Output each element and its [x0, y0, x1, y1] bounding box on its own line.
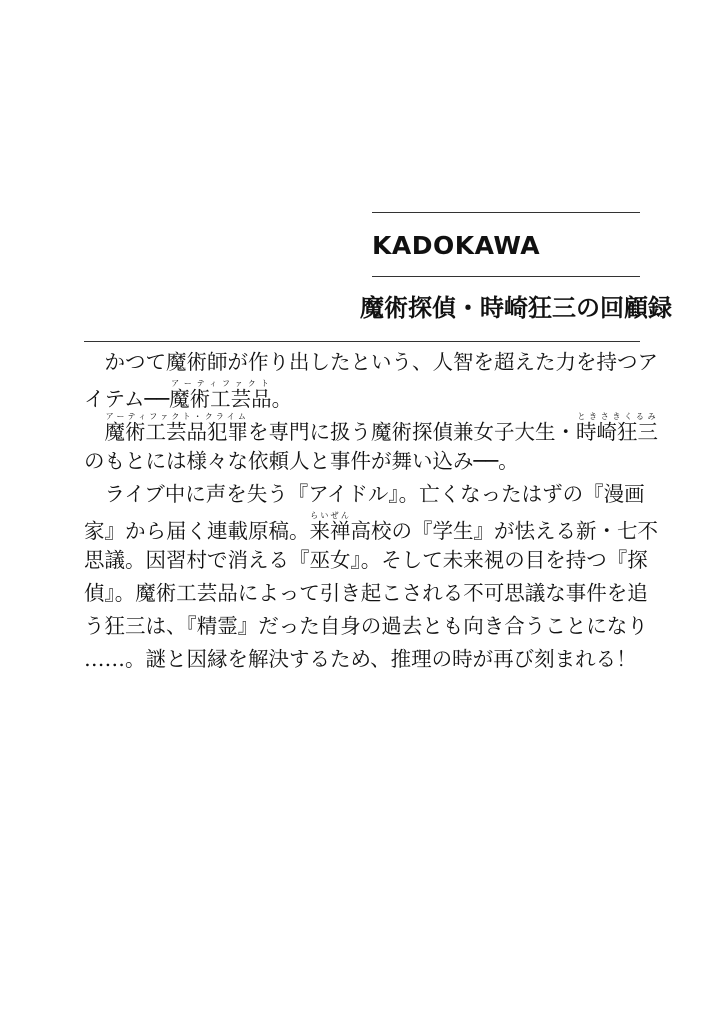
publisher-logo: KADOKAWA: [372, 231, 541, 260]
synopsis-line: ライブ中に声を失う『アイドル』。亡くなったはずの『漫画: [104, 482, 645, 506]
book-title: 魔術探偵・時崎狂三の回顧録: [360, 294, 672, 322]
synopsis-line: 思議。因習村で消える『巫女』。そして未来視の目を持つ『探: [84, 548, 648, 572]
synopsis-line: ……。謎と因縁を解決するため、推理の時が再び刻まれる！: [84, 647, 637, 671]
middle-divider: [372, 276, 640, 277]
synopsis-line: 魔術工芸品犯罪アーティファクト・クライムを専門に扱う魔術探偵兼女子大生・時崎狂三ときさきくるみ: [104, 412, 658, 444]
furigana-kurumi: 時崎狂三ときさきくるみ: [576, 412, 658, 444]
furigana-raizen: 来禅らいぜん: [309, 511, 351, 543]
furigana-artifact-crime: 魔術工芸品犯罪アーティファクト・クライム: [104, 412, 248, 444]
top-divider: [372, 212, 640, 213]
furigana-artifact: 魔術工芸品アーティファクト: [169, 379, 272, 411]
synopsis-line: 家』から届く連載原稿。来禅らいぜん高校の『学生』が怯える新・七不: [84, 511, 658, 543]
synopsis-line: 偵』。魔術工芸品によって引き起こされる不可思議な事件を追: [84, 581, 648, 605]
bottom-divider: [84, 341, 640, 342]
synopsis-line: イテム──魔術工芸品アーティファクト。: [84, 379, 293, 411]
synopsis-line: う狂三は、『精霊』だった自身の過去とも向き合うことになり: [84, 614, 648, 638]
synopsis: [84, 346, 658, 676]
synopsis-line: かつて魔術師が作り出したという、人智を超えた力を持つア: [104, 350, 658, 374]
synopsis-line: のもとには様々な依頼人と事件が舞い込み──。: [84, 449, 519, 473]
